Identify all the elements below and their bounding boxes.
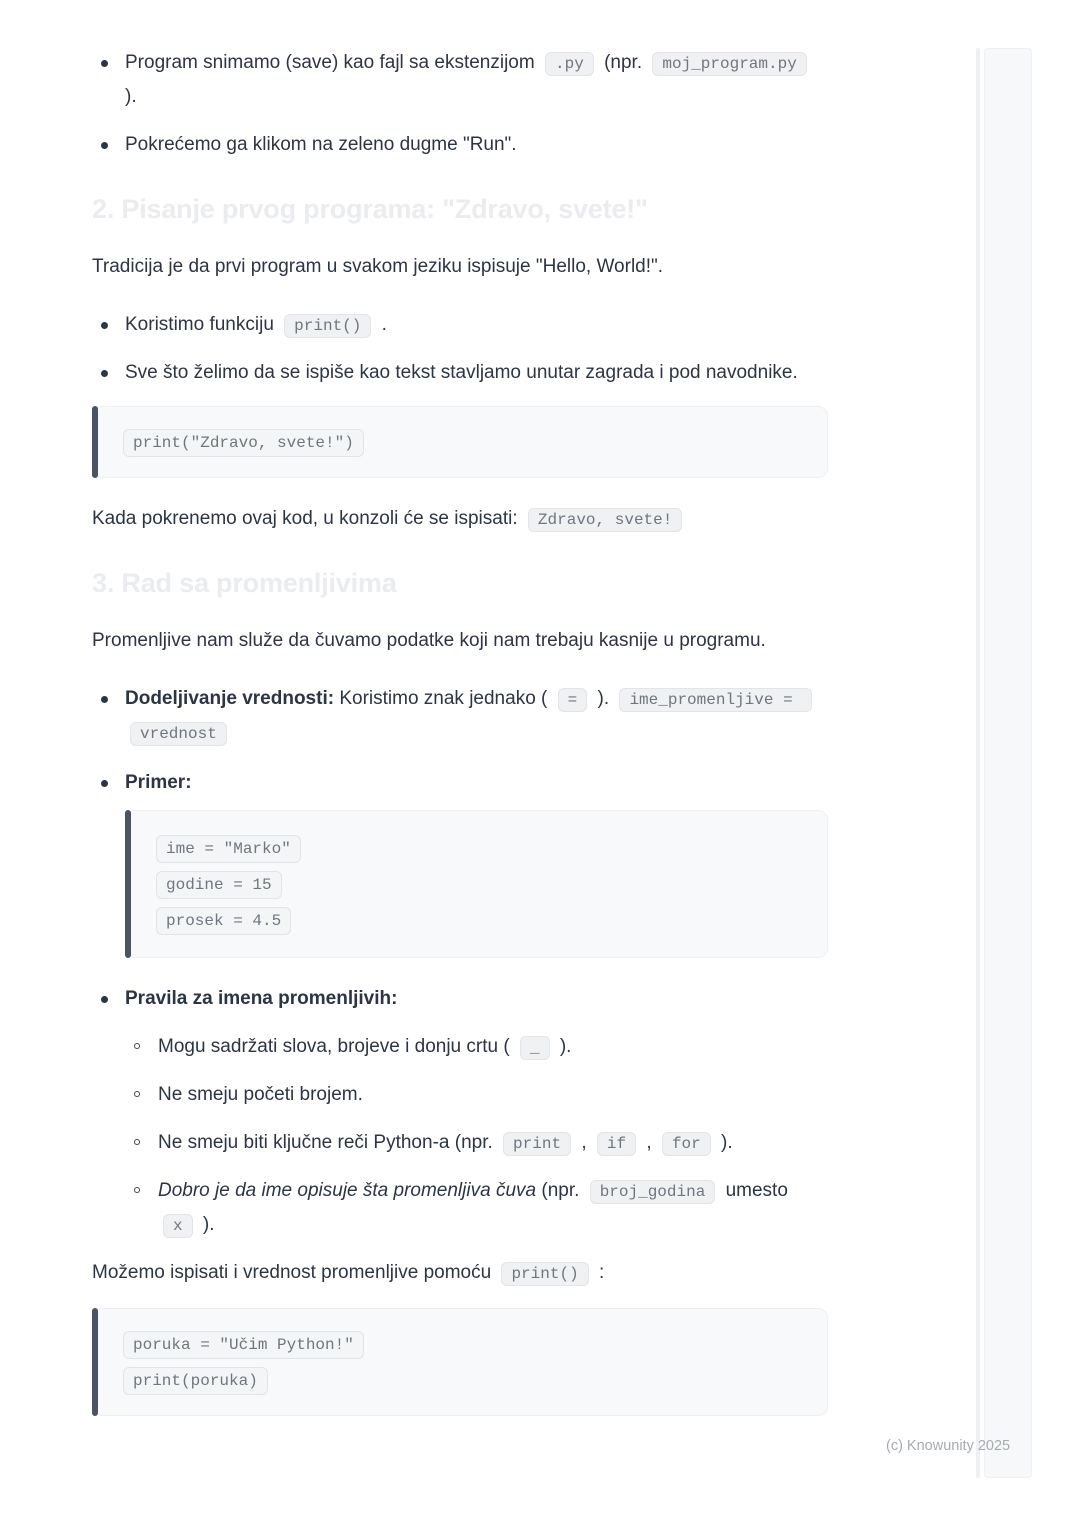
text-run: ). [202, 1214, 215, 1235]
inline-code: x [163, 1214, 193, 1238]
copyright-text: (c) Knowunity 2025 [886, 1438, 1011, 1454]
circle-bullet-icon [134, 1139, 140, 1145]
bullet-list-rules [92, 982, 828, 1242]
text-run: (npr. [604, 52, 643, 73]
paragraph: Tradicija je da prvi program u svakom jeziku ispisuje "Hello, World!". [92, 256, 664, 277]
bold-lead: Pravila za imena promenljivih: [125, 988, 398, 1009]
text-run: ). [559, 1036, 572, 1057]
text-run: . [381, 314, 387, 335]
nested-list [125, 1030, 828, 1242]
text-run: umesto [725, 1180, 788, 1201]
bold-lead: Dodeljivanje vrednosti: [125, 688, 335, 709]
text-run: Program snimamo (save) kao fajl sa ekstenzijom [125, 52, 535, 73]
text-run: : [598, 1262, 605, 1283]
list-item [92, 982, 828, 1242]
text-run: Ne smeju početi brojem. [158, 1084, 363, 1105]
text-run: Koristimo funkciju [125, 314, 274, 335]
inline-code: Zdravo, svete! [528, 508, 682, 532]
nested-list-item [125, 1126, 828, 1160]
circle-bullet-icon [134, 1043, 140, 1049]
code-line [123, 1327, 797, 1361]
code-accent-bar [92, 406, 98, 478]
code-text: print("Zdravo, svete!") [123, 429, 364, 457]
next-page-strip [984, 48, 1032, 1478]
list-item [92, 766, 828, 800]
bullet-icon [101, 60, 108, 67]
nested-list-item [125, 1174, 828, 1242]
inline-code: print [503, 1132, 571, 1156]
text-run: Pokrećemo ga klikom na zeleno dugme "Run". [125, 134, 517, 155]
bullet-icon [101, 780, 108, 787]
code-accent-bar [125, 810, 131, 958]
list-item [92, 682, 828, 750]
code-accent-bar [92, 1308, 98, 1416]
code-block-hello [92, 406, 828, 478]
paragraph: Promenljive nam služe da čuvamo podatke koji nam trebaju kasnije u programu. [92, 630, 766, 651]
text-run: Mogu sadržati slova, brojeve i donju crtu ( [158, 1036, 510, 1057]
list-item [92, 308, 828, 342]
list-item [92, 128, 828, 162]
bullet-icon [101, 996, 108, 1003]
code-block-example [125, 810, 828, 958]
circle-bullet-icon [134, 1091, 140, 1097]
text-run: Kada pokrenemo ovaj kod, u konzoli će se ispisati: [92, 508, 518, 529]
circle-bullet-icon [134, 1187, 140, 1193]
code-text: ime = "Marko" [156, 835, 301, 863]
inline-code: moj_program.py [652, 52, 806, 76]
bold-lead: Primer: [125, 772, 192, 793]
inline-code: for [662, 1132, 711, 1156]
code-text: print(poruka) [123, 1367, 268, 1395]
text-run: Ne smeju biti ključne reči Python-a (npr. [158, 1132, 493, 1153]
bullet-icon [101, 370, 108, 377]
italic-run: Dobro je da ime opisuje šta promenljiva čuva [158, 1180, 537, 1201]
nested-list-item [125, 1030, 828, 1064]
text-run: ). [721, 1132, 733, 1153]
section-heading-3: 3. Rad sa promenljivima [92, 568, 397, 598]
inline-code: .py [545, 52, 594, 76]
bullet-icon [101, 142, 108, 149]
inline-code: ime_promenljive = vrednost [130, 688, 812, 746]
text-run: (npr. [541, 1180, 580, 1201]
code-line [156, 867, 797, 901]
text-run: Možemo ispisati i vrednost promenljive pomoću [92, 1262, 492, 1283]
text-run: Sve što želimo da se ispiše kao tekst stavljamo unutar zagrada i pod navodnike. [125, 362, 798, 383]
text-run: ). [125, 86, 137, 107]
text-run: Koristimo znak jednako ( [339, 688, 548, 709]
inline-code: print() [501, 1262, 588, 1286]
section-heading-2: 2. Pisanje prvog programa: "Zdravo, svete!" [92, 194, 648, 224]
nested-list-item [125, 1078, 828, 1112]
bullet-icon [101, 696, 108, 703]
bullet-list-print [92, 308, 828, 390]
code-line [156, 831, 797, 865]
bullet-list-save-run [92, 46, 828, 162]
page-edge-line [976, 48, 980, 1478]
bullet-list-variables [92, 682, 828, 800]
inline-code: if [597, 1132, 636, 1156]
inline-code: = [558, 688, 588, 712]
text-run: , [581, 1132, 587, 1153]
text-run: , [646, 1132, 652, 1153]
bullet-icon [101, 322, 108, 329]
code-block-poruka [92, 1308, 828, 1416]
paragraph [92, 1256, 828, 1290]
code-text: poruka = "Učim Python!" [123, 1331, 364, 1359]
inline-code: print() [284, 314, 371, 338]
paragraph [92, 502, 828, 536]
text-run: ). [597, 688, 610, 709]
code-text: godine = 15 [156, 871, 282, 899]
code-line [123, 425, 797, 459]
list-item [92, 46, 828, 114]
page-content [92, 46, 828, 1416]
inline-code: _ [520, 1036, 550, 1060]
inline-code: broj_godina [590, 1180, 716, 1204]
code-line [156, 903, 797, 937]
code-text: prosek = 4.5 [156, 907, 291, 935]
list-item [92, 356, 828, 390]
code-line [123, 1363, 797, 1397]
